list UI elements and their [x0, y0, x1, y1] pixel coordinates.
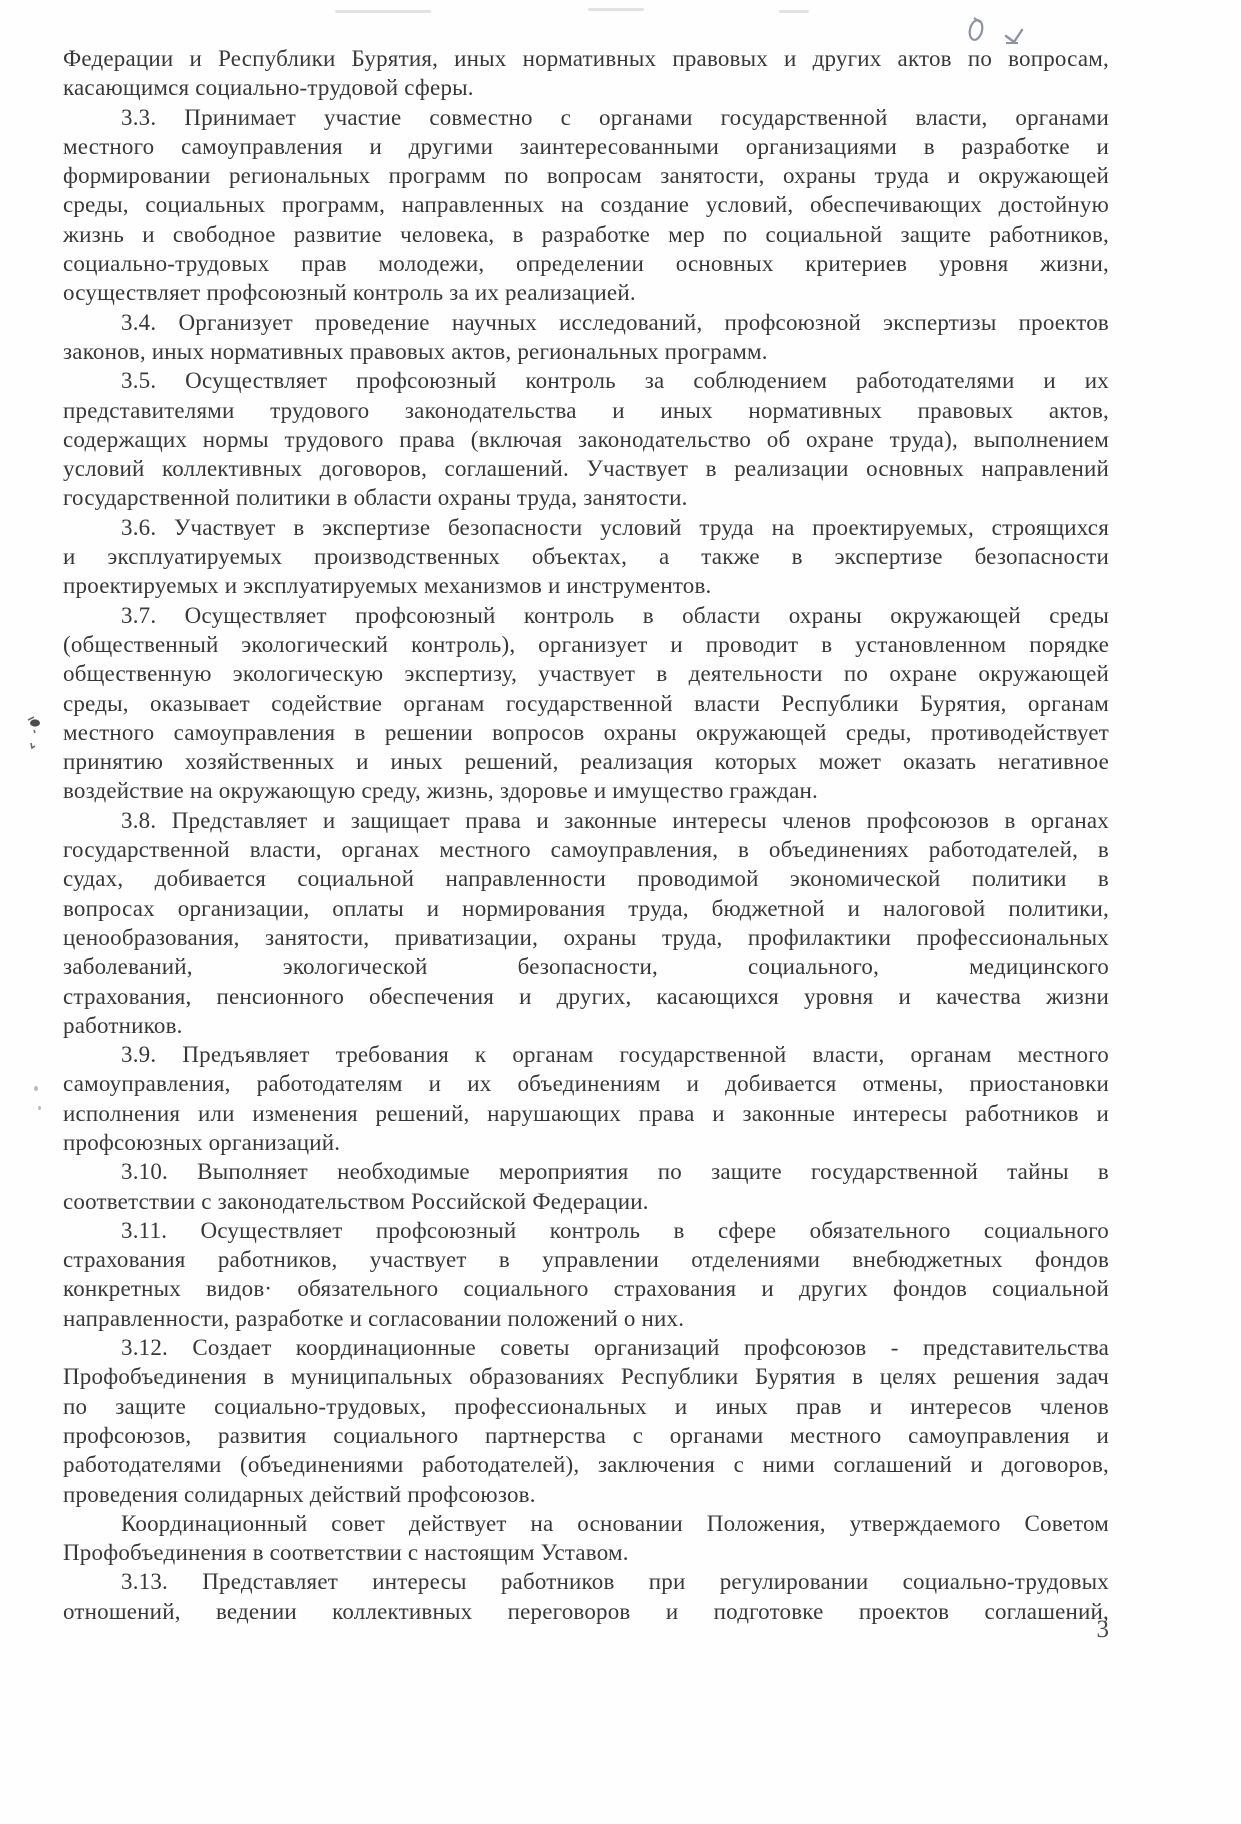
text-line: по защите социально-трудовых, профессиональных и иных прав и интересов членов	[63, 1393, 1109, 1419]
text-line: осуществляет профсоюзный контроль за их реализацией.	[63, 280, 636, 306]
text-line: 3.8. Представляет и защищает права и законные интересы членов профсоюзов в органах	[121, 807, 1109, 833]
text-line: жизнь и свободное развитие человека, в разработке мер по социальной защите работников,	[63, 221, 1109, 247]
text-line: условий коллективных договоров, соглашений. Участвует в реализации основных направлений	[63, 456, 1109, 482]
paragraph	[63, 1333, 1109, 1509]
text-line: направленности, разработке и согласовании положений о них.	[63, 1305, 685, 1331]
text-line: 3.11. Осуществляет профсоюзный контроль в сфере обязательного социального	[121, 1217, 1109, 1243]
text-line: страхования, пенсионного обеспечения и других, касающихся уровня и качества жизни	[63, 983, 1109, 1009]
text-line: среды, социальных программ, направленных на создание условий, обеспечивающих достойную	[63, 192, 1109, 218]
text-line: социально-трудовых прав молодежи, определении основных критериев уровня жизни,	[63, 251, 1109, 277]
text-line: Федерации и Республики Бурятия, иных нормативных правовых и других актов по вопросам,	[63, 46, 1109, 71]
text-line: формировании региональных программ по вопросам занятости, охраны труда и окружающей	[63, 163, 1109, 189]
text-line: профсоюзных организаций.	[63, 1129, 341, 1155]
scanner-streak	[335, 10, 431, 13]
paragraph	[63, 103, 1109, 308]
scan-speck	[38, 1106, 41, 1110]
text-line: местного самоуправления и другими заинтересованными организациями в разработке и	[63, 133, 1109, 159]
text-line: государственной власти, органах местного самоуправления, в объединениях работодателей, в	[63, 837, 1109, 863]
scan-speck	[34, 1086, 38, 1091]
text-line: 3.3. Принимает участие совместно с органами государственной власти, органами	[121, 104, 1109, 130]
text-line: местного самоуправления в решении вопросов охраны окружающей среды, противодействует	[63, 719, 1109, 745]
text-line: (общественный экологический контроль), организует и проводит в установленном порядке	[63, 631, 1109, 657]
text-line: принятию хозяйственных и иных решений, реализация которых может оказать негативное	[63, 749, 1109, 775]
text-line: 3.4. Организует проведение научных исследований, профсоюзной экспертизы проектов	[121, 309, 1109, 335]
text-line: законов, иных нормативных правовых актов, региональных программ.	[63, 338, 768, 364]
text-line: соответствии с законодательством Российской Федерации.	[63, 1188, 649, 1214]
paragraph	[63, 1216, 1109, 1333]
text-line: воздействие на окружающую среду, жизнь, здоровье и имущество граждан.	[63, 778, 818, 804]
scanner-streak	[779, 10, 809, 13]
text-line: среды, оказывает содействие органам государственной власти Республики Бурятия, органам	[63, 690, 1109, 716]
text-line: Профобъединения в муниципальных образованиях Республики Бурятия в целях решения задач	[63, 1364, 1109, 1390]
text-line: 3.6. Участвует в экспертизе безопасности условий труда на проектируемых, строящихся	[121, 514, 1109, 540]
text-line: самоуправления, работодателям и их объединениям и добивается отмены, приостановки	[63, 1071, 1109, 1097]
ink-blot-icon	[22, 706, 48, 754]
text-line: касающимся социально-трудовой сферы.	[63, 75, 474, 101]
paragraph	[63, 806, 1109, 1040]
paragraph	[63, 366, 1109, 512]
text-line: 3.10. Выполняет необходимые мероприятия по защите государственной тайны в	[121, 1159, 1109, 1185]
text-line: государственной политики в области охраны труда, занятости.	[63, 485, 688, 511]
paragraph	[63, 601, 1109, 806]
text-line: Координационный совет действует на основании Положения, утверждаемого Советом	[121, 1510, 1109, 1536]
text-line: 3.12. Создает координационные советы организаций профсоюзов - представительства	[121, 1335, 1109, 1361]
text-line: отношений, ведении коллективных переговоров и подготовке проектов соглашений,	[63, 1598, 1109, 1624]
text-line: представителями трудового законодательства и иных нормативных правовых актов,	[63, 397, 1109, 423]
paragraph	[63, 44, 1109, 103]
text-line: 3.7. Осуществляет профсоюзный контроль в области охраны окружающей среды	[121, 602, 1109, 628]
text-line: заболеваний, экологической безопасности, социального, медицинского	[63, 954, 1109, 980]
paragraph	[63, 308, 1109, 367]
page-number: 3	[1096, 1616, 1109, 1643]
text-line: и эксплуатируемых производственных объектах, а также в экспертизе безопасности	[63, 544, 1109, 570]
text-line: 3.13. Представляет интересы работников при регулировании социально-трудовых	[121, 1569, 1109, 1595]
text-line: судах, добивается социальной направленности проводимой экономической политики в	[63, 866, 1109, 892]
paragraph	[63, 1157, 1109, 1216]
paragraph	[63, 513, 1109, 601]
paragraph	[63, 1040, 1109, 1157]
paragraph	[63, 1509, 1109, 1568]
text-line: проведения солидарных действий профсоюзов.	[63, 1481, 536, 1507]
text-line: работодателями (объединениями работодателей), заключения с ними соглашений и договоров,	[63, 1452, 1109, 1478]
text-line: Профобъединения в соответствии с настоящим Уставом.	[63, 1540, 629, 1566]
scanner-streak	[588, 8, 644, 11]
text-line: профсоюзов, развития социального партнерства с органами местного самоуправления и	[63, 1422, 1109, 1448]
text-line: ценообразования, занятости, приватизации, охраны труда, профилактики профессиональных	[63, 924, 1109, 950]
text-line: 3.5. Осуществляет профсоюзный контроль за соблюдением работодателями и их	[121, 368, 1109, 394]
text-line: работников.	[63, 1012, 183, 1038]
text-block	[63, 44, 1109, 1626]
text-line: страхования работников, участвует в управлении отделениями внебюджетных фондов	[63, 1247, 1109, 1273]
text-line: содержащих нормы трудового права (включая законодательство об охране труда), выполнением	[63, 426, 1109, 452]
text-line: проектируемых и эксплуатируемых механизмов и инструментов.	[63, 573, 712, 599]
text-line: конкретных видов· обязательного социального страхования и других фондов социальной	[63, 1276, 1109, 1302]
text-line: общественную экологическую экспертизу, участвует в деятельности по охране окружающей	[63, 661, 1109, 687]
text-line: 3.9. Предъявляет требования к органам государственной власти, органам местного	[121, 1042, 1109, 1068]
text-line: исполнения или изменения решений, нарушающих права и законные интересы работников и	[63, 1100, 1109, 1126]
text-line: вопросах организации, оплаты и нормирования труда, бюджетной и налоговой политики,	[63, 895, 1109, 921]
